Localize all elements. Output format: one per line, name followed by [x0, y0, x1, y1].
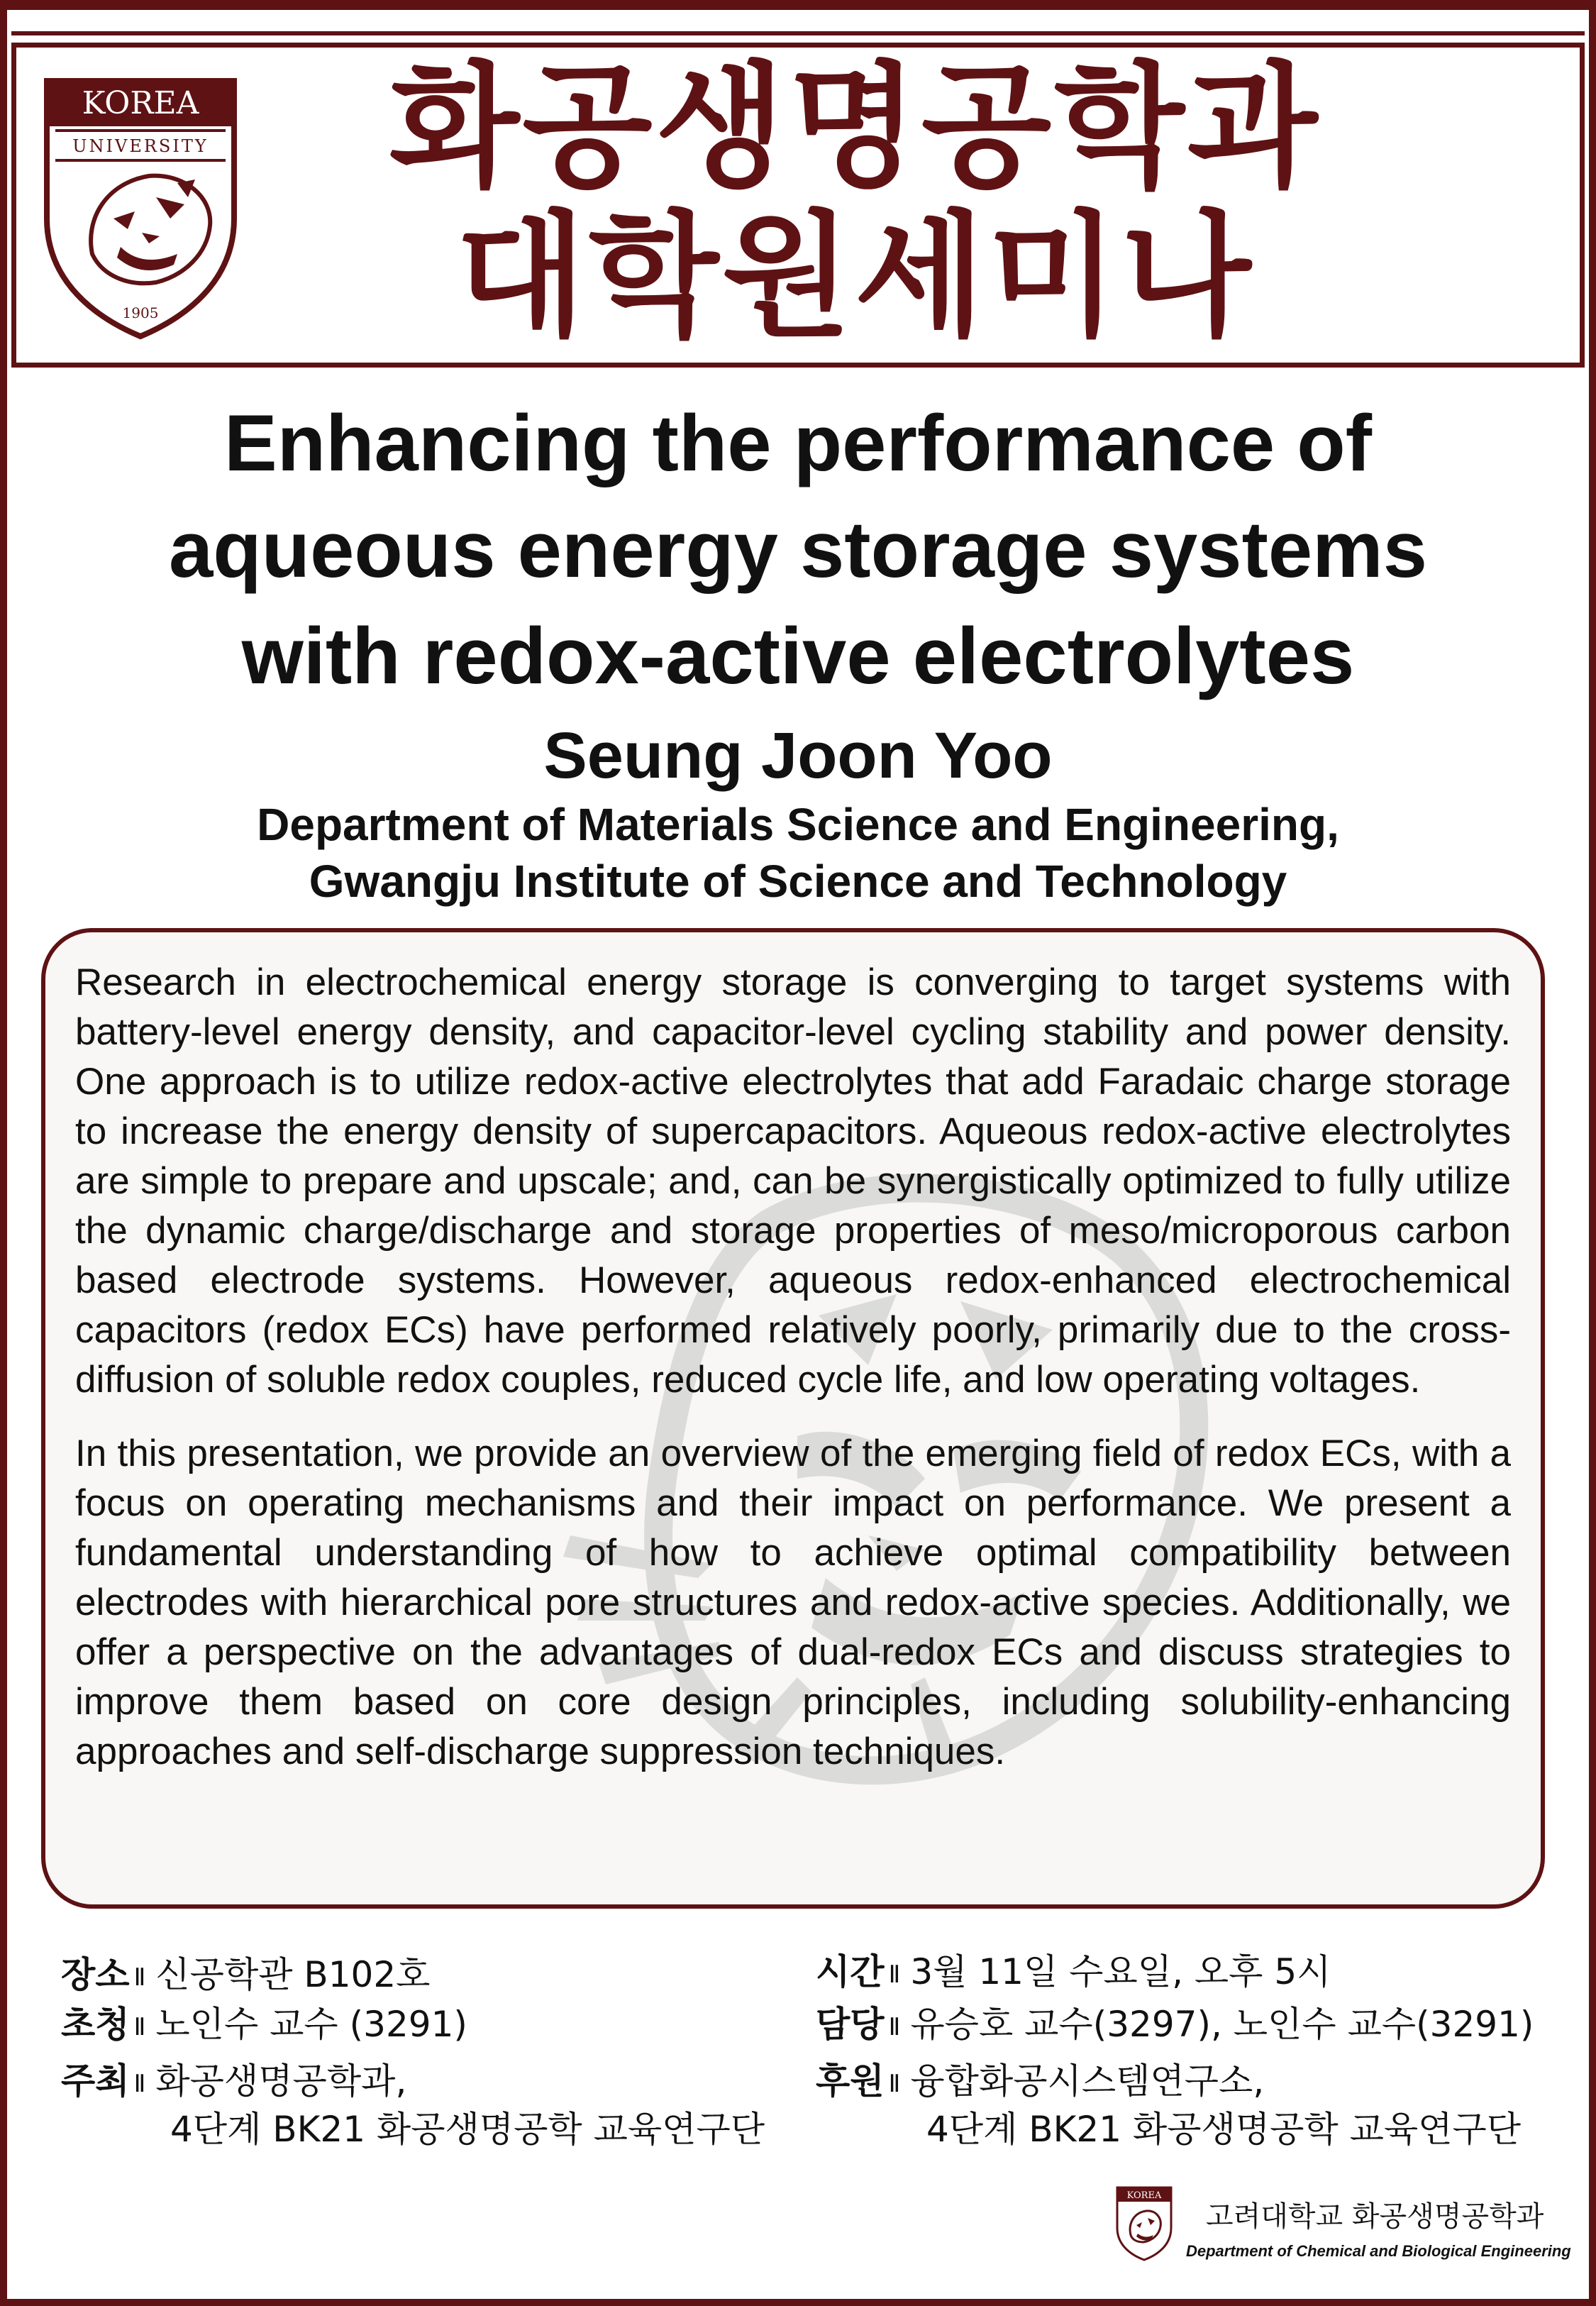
separator-icon: Ⅱ [888, 1960, 901, 1989]
place-label: 장소 [61, 1954, 130, 1995]
abstract-paragraph: Research in electrochemical energy storage is converging to target systems with battery-level energy density, and capacitor-level cycling stability and power density. One approach is to utilize redox-active electrolytes that add Faradaic charge storage to increase the energy density of supercapacitors. Aqueous redox-active electrolytes are simple to prepare and upscale; and, can be synergistically optimized to fully utilize the dynamic charge/discharge and storage properties of meso/microporous carbon based electrode systems. However, aqueous redox-enhanced electrochemical capacitors (redox ECs) have performed relatively poorly, primarily due to the cross-diffusion of soluble redox couples, reduced cycle life, and low operating voltages. [75, 961, 1511, 1401]
separator-icon: Ⅱ [133, 2012, 146, 2041]
talk-title-line: with redox-active electrolytes [241, 612, 1355, 700]
affiliation-line2: Gwangju Institute of Science and Technology [309, 856, 1287, 907]
footer-logo-text: KOREA [1126, 2190, 1162, 2201]
contact-label: 담당 [816, 2004, 885, 2045]
separator-icon: Ⅱ [133, 1963, 146, 1992]
organizer-label: 주최 [61, 2060, 130, 2102]
place-value: 신공학관 B102호 [155, 1954, 431, 1995]
footer-department-english: Department of Chemical and Biological Engineering [1186, 2242, 1571, 2260]
separator-icon: Ⅱ [888, 2069, 901, 2098]
header-title-line1: 화공생명공학과 [389, 49, 1321, 206]
organizer-value2: 4단계 BK21 화공생명공학 교육연구단 [170, 2109, 765, 2150]
separator-icon: Ⅱ [888, 2012, 901, 2041]
separator-icon: Ⅱ [133, 2069, 146, 2098]
affiliation-line1: Department of Materials Science and Engineering, [257, 799, 1339, 850]
footer-department-korean: 고려대학교 화공생명공학과 [1206, 2200, 1544, 2233]
host-value: 노인수 교수 (3291) [155, 2004, 467, 2045]
logo-korea-text: KOREA [82, 85, 199, 121]
contact-value: 유승호 교수(3297), 노인수 교수(3291) [910, 2004, 1534, 2045]
time-label: 시간 [816, 1951, 885, 1992]
organizer-value1: 화공생명공학과, [155, 2060, 407, 2102]
logo-university-text: UNIVERSITY [72, 136, 209, 156]
time-value: 3월 11일 수요일, 오후 5시 [910, 1951, 1331, 1992]
sponsor-label: 후원 [816, 2060, 885, 2102]
host-label: 초청 [61, 2004, 130, 2045]
talk-title-line: Enhancing the performance of [224, 399, 1372, 487]
talk-title-line: aqueous energy storage systems [168, 505, 1428, 594]
header-title-line2: 대학원세미나 [455, 198, 1254, 355]
speaker-name: Seung Joon Yoo [543, 719, 1053, 792]
abstract-paragraph: In this presentation, we provide an overview of the emerging field of redox ECs, with a focus on operating mechanisms and their impact on performance. We present a fundamental understanding of how to achieve optimal compatibility between electrodes with hierarchical pore structures and redox-active species. Additionally, we offer a perspective on the advantages of dual-redox ECs and discuss strategies to improve them based on core design principles, including solubility-enhancing approaches and self-discharge suppression techniques. [75, 1433, 1511, 1772]
logo-year-text: 1905 [122, 304, 159, 321]
sponsor-value1: 융합화공시스템연구소, [910, 2060, 1265, 2102]
sponsor-value2: 4단계 BK21 화공생명공학 교육연구단 [926, 2109, 1522, 2150]
